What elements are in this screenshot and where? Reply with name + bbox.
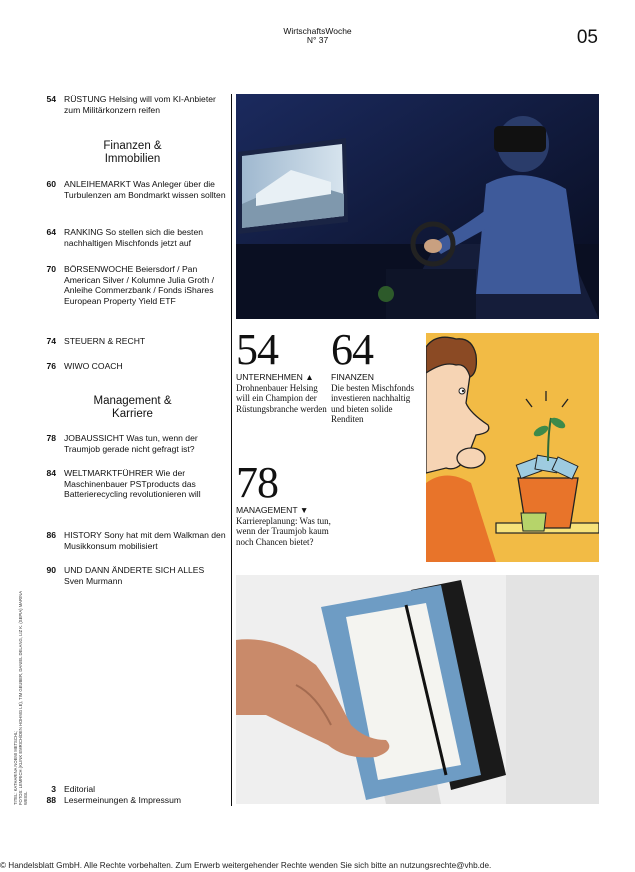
toc-entry-text: Editorial	[64, 784, 96, 794]
toc-entry-text: RANKING So stellen sich die besten nachhaltigen Mischfonds jetzt auf	[64, 227, 203, 248]
books-photo[interactable]	[236, 575, 599, 804]
toc-page-number: 86	[46, 530, 56, 540]
toc-entry-text: UND DANN ÄNDERTE SICH ALLES Sven Murmann	[64, 565, 205, 586]
teaser-54[interactable]	[236, 325, 328, 414]
toc-page-number: 90	[46, 565, 56, 575]
toc-page-number: 74	[46, 336, 56, 346]
teaser-page-number: 64	[331, 325, 373, 374]
toc-entry-text: STEUERN & RECHT	[64, 336, 146, 346]
section-heading-finance	[40, 140, 225, 165]
teaser-page-number: 54	[236, 325, 278, 374]
column-divider	[231, 94, 232, 806]
toc-entry-text: WELTMARKTFÜHRER Wie der Maschinenbauer PSTproducts das Batterierecycling revolutionieren will	[64, 468, 201, 500]
toc-entry-text: BÖRSENWOCHE Beiersdorf / Pan American Silver / Kolumne Julia Groth / Anleihe Commerzbank / Fonds iShares European Property Yield ETF	[64, 264, 214, 306]
toc-page-number: 78	[46, 433, 56, 443]
teaser-text: Drohnenbauer Helsing will ein Champion der Rüstungsbranche werden	[236, 382, 327, 414]
toc-entry-text: Lesermeinungen & Impressum	[64, 795, 182, 805]
teaser-kicker: MANAGEMENT ▼	[236, 505, 309, 515]
masthead	[0, 27, 635, 45]
toc-page-number: 76	[46, 361, 56, 371]
magazine-title: WirtschaftsWoche	[283, 26, 352, 36]
section-heading-line: Finanzen &	[103, 140, 162, 152]
teaser-text: Die besten Mischfonds investieren nachhaltig und bieten solide Renditen	[331, 382, 414, 425]
toc-entry-text: WIWO COACH	[64, 361, 123, 371]
credits-line: TITEL: KATHARINA NOEMI METSCHL;	[13, 730, 18, 805]
page-number: 05	[576, 27, 598, 48]
toc-page-number: 60	[46, 179, 56, 189]
photo-credits	[13, 590, 29, 805]
teaser-78[interactable]	[236, 458, 332, 547]
copyright-notice: © Handelsblatt GmbH. Alle Rechte vorbehalten. Zum Erwerb weitergehender Rechte wenden Sie sich bitte an nutzungsrechte@vhb.de.	[0, 861, 492, 870]
issue-number: N° 37	[306, 35, 329, 45]
toc-page-number: 54	[46, 94, 56, 104]
toc-entry-text: HISTORY Sony hat mit dem Walkman den Musikkonsum mobilisiert	[64, 530, 226, 551]
toc-page-number: 3	[51, 784, 56, 794]
section-heading-management	[40, 395, 225, 420]
teaser-kicker: UNTERNEHMEN ▲	[236, 372, 314, 382]
section-heading-line: Immobilien	[104, 152, 161, 165]
teaser-64[interactable]	[331, 325, 423, 425]
toc-page-number: 84	[46, 468, 56, 478]
toc-page-number: 88	[46, 795, 56, 805]
toc-entry-text: RÜSTUNG Helsing will vom KI-Anbieter zum Militärkonzern reifen	[64, 94, 216, 115]
teaser-text: Karriereplanung: Was tun, wenn der Traumjob kaum noch Chancen bietet?	[236, 515, 331, 547]
vr-simulator-photo[interactable]	[236, 94, 599, 319]
money-plant-illustration[interactable]	[426, 333, 599, 562]
teaser-kicker: FINANZEN	[331, 372, 374, 382]
teaser-page-number: 78	[236, 458, 278, 507]
toc-page-number: 70	[46, 264, 56, 274]
section-heading-line: Management &	[93, 395, 172, 407]
toc-entry-text: ANLEIHEMARKT Was Anleger über die Turbulenzen am Bondmarkt wissen sollten	[64, 179, 226, 200]
credits-line: FOTOS: LEMRICH (KLINK EMRICH/DEN HOHMG LE), TIM GEUBER, DANIEL DELANG, LIZ K. (SEPIA) MARINA WEIGL	[18, 591, 29, 805]
toc-page-number: 64	[46, 227, 56, 237]
section-heading-line: Karriere	[112, 407, 153, 420]
toc-entry-text: JOBAUSSICHT Was tun, wenn der Traumjob gerade nicht gefragt ist?	[64, 433, 198, 454]
